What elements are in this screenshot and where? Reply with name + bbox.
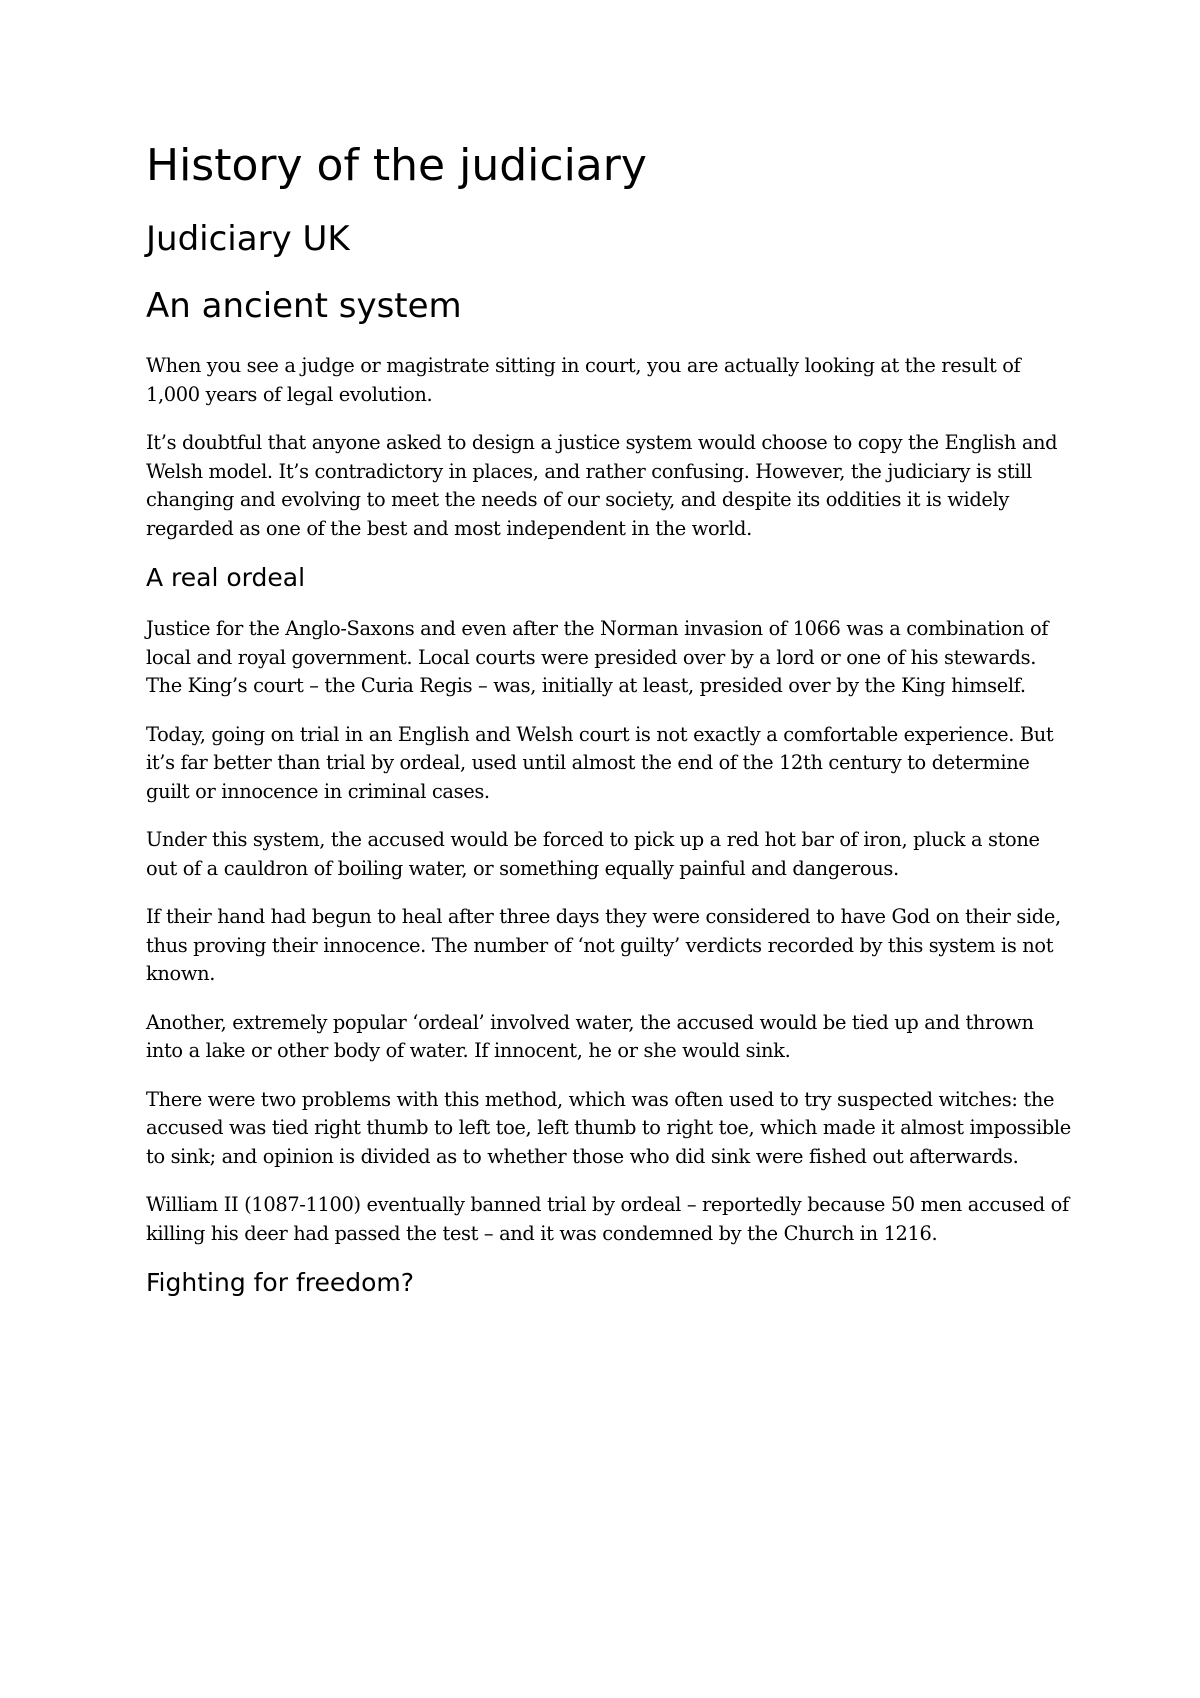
paragraph: Today, going on trial in an English and Welsh court is not exactly a comfortable experience. But it’s far better than trial by ordeal, used until almost the end of the 12th century to determine guilt or innocence in criminal cases. — [146, 722, 1054, 803]
document-subtitle: Judiciary UK — [146, 218, 350, 259]
document-title: History of the judiciary — [146, 140, 647, 191]
paragraph: It’s doubtful that anyone asked to design a justice system would choose to copy the English and Welsh model. It’s contradictory in places, and rather confusing. However, the judiciary is still changing and evolving to meet the needs of our society, and despite its oddities it is widely regarded as one of the best and most independent in the world. — [146, 431, 1058, 540]
document-body — [146, 140, 1071, 1320]
paragraph: Under this system, the accused would be forced to pick up a red hot bar of iron, pluck a stone out of a cauldron of boiling water, or something equally painful and dangerous. — [146, 828, 1040, 880]
section-heading-fighting-for-freedom: Fighting for freedom? — [146, 1268, 415, 1298]
paragraph: If their hand had begun to heal after three days they were considered to have God on their side, thus proving their innocence. The number of ‘not guilty’ verdicts recorded by this system is not known. — [146, 905, 1061, 986]
section-heading-ancient-system: An ancient system — [146, 285, 462, 326]
section-heading-real-ordeal: A real ordeal — [146, 563, 306, 593]
paragraph: There were two problems with this method, which was often used to try suspected witches: the accused was tied right thumb to left toe, left thumb to right toe, which made it almost impossible to sink; and opinion is divided as to whether those who did sink were fished out afterwards. — [146, 1087, 1071, 1168]
paragraph: Another, extremely popular ‘ordeal’ involved water, the accused would be tied up and thrown into a lake or other body of water. If innocent, he or she would sink. — [146, 1010, 1034, 1063]
paragraph: Justice for the Anglo-Saxons and even after the Norman invasion of 1066 was a combination of local and royal government. Local courts were presided over by a lord or one of his stewards. The King’s court – the Curia Regis – was, initially at least, presided over by the King himself. — [146, 617, 1049, 698]
paragraph: When you see a judge or magistrate sitting in court, you are actually looking at the result of 1,000 years of legal evolution. — [146, 354, 1021, 406]
paragraph: William II (1087-1100) eventually banned trial by ordeal – reportedly because 50 men accused of killing his deer had passed the test – and it was condemned by the Church in 1216. — [146, 1193, 1069, 1245]
